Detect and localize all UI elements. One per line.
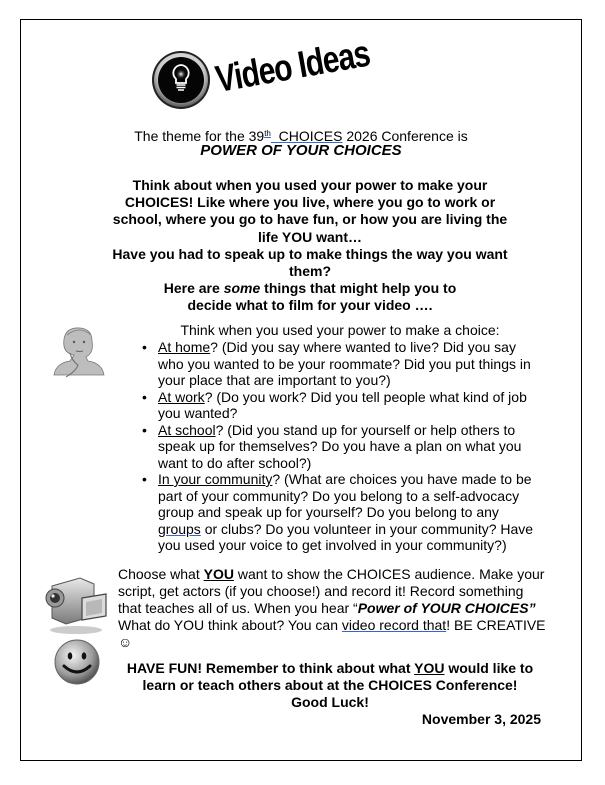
page-title: Video Ideas <box>212 33 373 101</box>
list-item: • At home? (Did you say where wanted to live? Did you say who you wanted to be your roommate? Did you put things in your place that are important to you?) <box>140 339 540 389</box>
list-item: • At work? (Do you work? Did you tell people what kind of job you wanted? <box>140 389 540 422</box>
document-date: November 3, 2025 <box>421 711 541 727</box>
smiley-face-icon <box>53 638 101 686</box>
theme-title: POWER OF YOUR CHOICES <box>200 142 402 159</box>
closing-line-2: Good Luck! <box>291 694 369 710</box>
theme-line: The theme for the 39th CHOICES 2026 Conference is <box>134 128 468 144</box>
list-item: • At school? (Did you stand up for yourself or help others to speak up for themselves? Do you have a plan on what you want to do after school?) <box>140 422 540 472</box>
prompts-lead: Think when you used your power to make a choice: <box>180 322 500 338</box>
video-camera-icon <box>42 572 110 636</box>
intro-paragraph-3: Here are some things that might help you to decide what to film for your video …. <box>163 280 457 314</box>
closing-text <box>110 660 550 711</box>
instructions-text: Choose what YOU want to show the CHOICES audience. Make your script, get actors (if you choose!) and record it! Record something that teaches all of us. When you hear “Power of YOUR CHOICES” What do YOU think about? You can video record that! BE CREATIVE ☺ <box>118 566 546 650</box>
intro-paragraph-1: Think about when you used your power to make your CHOICES! Like where you live, where you go to work or school, where you go to have fun, or how you are living the life YOU want… <box>112 177 508 245</box>
intro-text <box>105 177 515 315</box>
closing-line-1: HAVE FUN! Remember to think about what YOU would like to learn or teach others about at the CHOICES Conference! <box>126 660 534 693</box>
list-item: • In your community? (What are choices you have made to be part of your community? Do you belong to a self-advocacy group and speak up for yourself? Do you belong to any groups or clubs? Do you volunteer in your community? Have you used your voice to get involved in your community?) <box>140 471 540 554</box>
intro-paragraph-2: Have you had to speak up to make things the way you want them? <box>112 245 508 280</box>
thinking-person-icon <box>50 325 110 383</box>
prompts-list <box>140 339 540 554</box>
lightbulb-icon <box>151 50 211 110</box>
